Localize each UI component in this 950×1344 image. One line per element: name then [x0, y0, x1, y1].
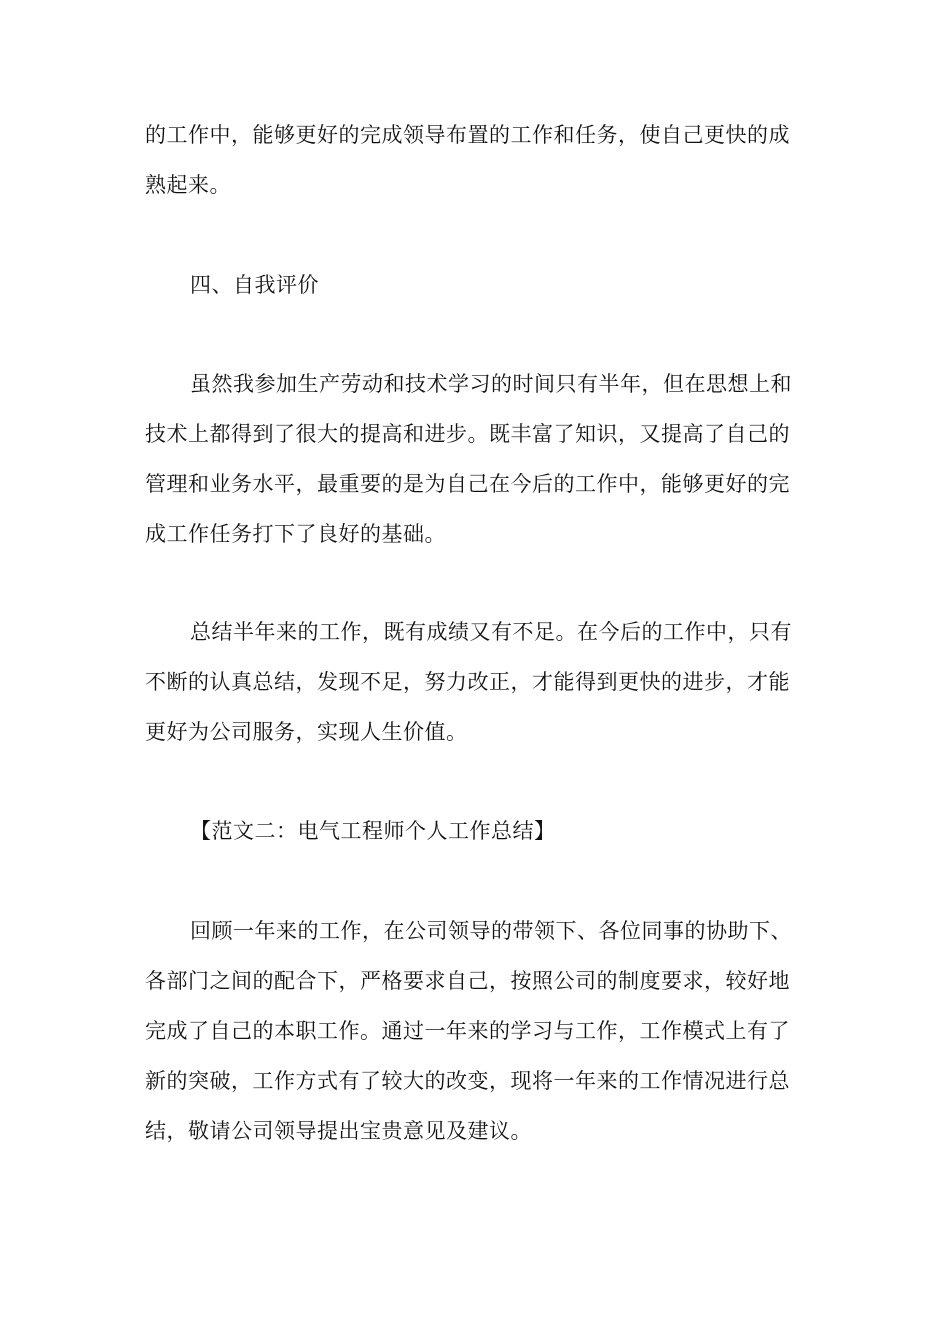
paragraph-line: 新的突破，工作方式有了较大的改变，现将一年来的工作情况进行总	[145, 1069, 790, 1093]
paragraph-line: 技术上都得到了很大的提高和进步。既丰富了知识，又提高了自己的	[145, 422, 790, 446]
paragraph-line: 回顾一年来的工作，在公司领导的带领下、各位同事的协助下、	[190, 919, 792, 943]
paragraph-line: 结，敬请公司领导提出宝贵意见及建议。	[145, 1119, 532, 1143]
paragraph-line: 成工作任务打下了良好的基础。	[145, 522, 446, 546]
paragraph-line: 各部门之间的配合下，严格要求自己，按照公司的制度要求，较好地	[145, 969, 790, 993]
sample2-heading	[145, 806, 810, 856]
heading-self-evaluation: 四、自我评价	[190, 273, 319, 297]
section-heading	[145, 260, 810, 310]
paragraph-line: 管理和业务水平，最重要的是为自己在今后的工作中，能够更好的完	[145, 472, 790, 496]
paragraph-line: 的工作中，能够更好的完成领导布置的工作和任务，使自己更快的成	[145, 123, 790, 147]
paragraph-line: 虽然我参加生产劳动和技术学习的时间只有半年，但在思想上和	[190, 372, 792, 396]
paragraph-line: 更好为公司服务，实现人生价值。	[145, 720, 468, 744]
paragraph-line: 总结半年来的工作，既有成绩又有不足。在今后的工作中，只有	[190, 620, 792, 644]
paragraph-1	[145, 110, 810, 210]
paragraph-line: 不断的认真总结，发现不足，努力改正，才能得到更快的进步，才能	[145, 670, 790, 694]
paragraph-4	[145, 906, 810, 1156]
sample2-title: 【范文二：电气工程师个人工作总结】	[190, 819, 556, 843]
paragraph-line: 完成了自己的本职工作。通过一年来的学习与工作，工作模式上有了	[145, 1019, 790, 1043]
paragraph-3	[145, 607, 810, 757]
paragraph-line: 熟起来。	[145, 173, 231, 197]
paragraph-2	[145, 359, 810, 559]
